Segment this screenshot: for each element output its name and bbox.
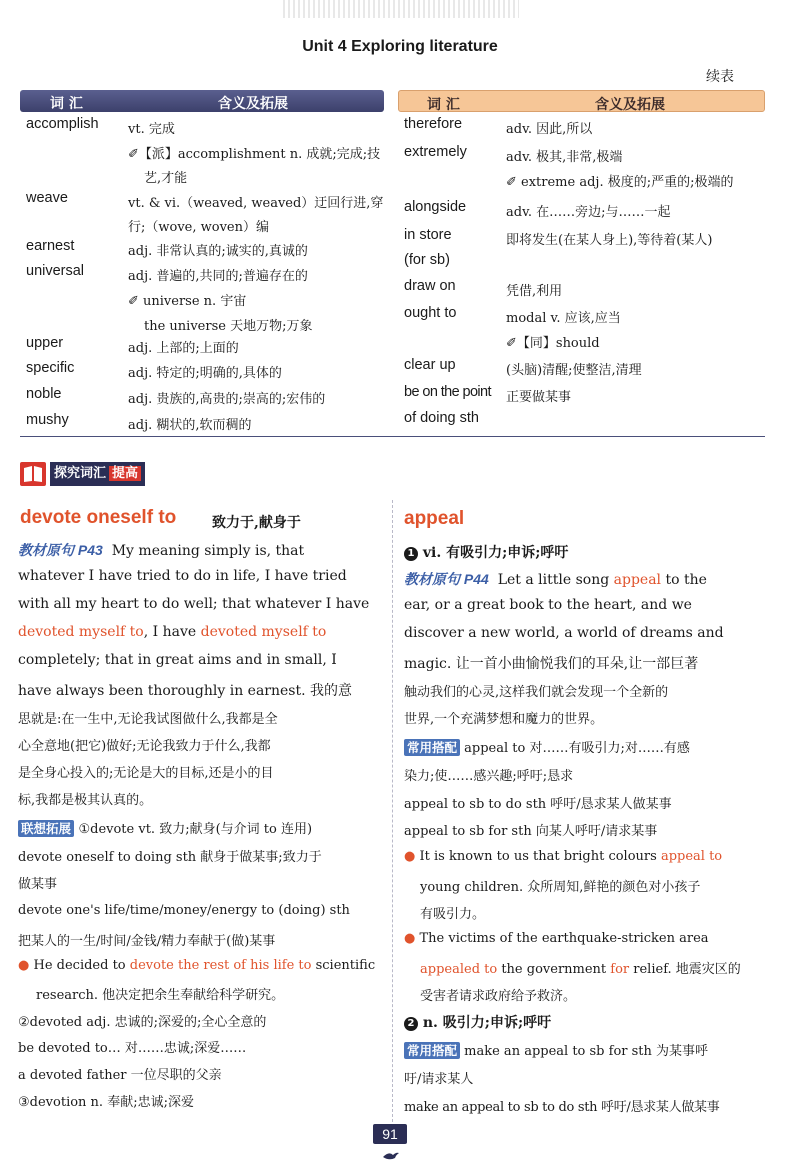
meaning: adj. 糊状的,软而稠的 (128, 418, 252, 433)
meaning: the universe 天地万物;万象 (144, 319, 313, 334)
collocation-tag: 常用搭配 (404, 1042, 460, 1059)
section-title: 探究词汇 提高 (50, 462, 145, 486)
word-clear-up: clear up (404, 357, 456, 373)
example-line: ● It is known to us that bright colours appeal to (404, 849, 723, 864)
text-line: devote oneself to doing sth 献身于做某事;致力于 (18, 850, 322, 865)
meaning: vt. & vi.（weaved, weaved）迂回行进,穿 (128, 196, 384, 211)
meaning: 艺,才能 (144, 171, 188, 186)
text-line: appeal to sb to do sth 呼吁/恳求某人做某事 (404, 797, 672, 812)
heading-appeal: appeal (404, 508, 465, 529)
text-line: be devoted to… 对……忠诚;深爱…… (18, 1041, 247, 1056)
text-line: 常用搭配 make an appeal to sb for sth 为某事呼 (404, 1040, 708, 1059)
text-line: 标,我都是极其认真的。 (18, 793, 153, 808)
text-line: 思就是:在一生中,无论我试图做什么,我都是全 (18, 712, 278, 727)
bird-icon (381, 1146, 401, 1158)
meaning: vt. 完成 (128, 122, 175, 137)
heading-devote: devote oneself to (20, 507, 177, 528)
column-divider (392, 500, 393, 1122)
word-earnest: earnest (26, 238, 75, 254)
text-line: research. 他决定把余生奉献给科学研究。 (36, 988, 285, 1003)
meaning: adv. 因此,所以 (506, 122, 593, 137)
text-line: ③devotion n. 奉献;忠诚;深爱 (18, 1095, 194, 1110)
text-line: completely; that in great aims and in small, I (18, 652, 337, 668)
text-line: 有吸引力。 (420, 907, 486, 922)
word-accomplish: accomplish (26, 116, 99, 132)
text-line: ②devoted adj. 忠诚的;深爱的;全心全意的 (18, 1015, 267, 1030)
sense-2: 2 n. 吸引力;申诉;呼吁 (404, 1012, 551, 1032)
source-tag: 教材原句 P44 (404, 571, 489, 587)
meaning: adv. 极其,非常,极端 (506, 150, 623, 165)
meaning: ✐ universe n. 宇宙 (128, 294, 247, 309)
book-icon (20, 462, 46, 486)
top-decoration (283, 0, 519, 18)
source-tag: 教材原句 P43 (18, 542, 103, 558)
text-line: young children. 众所周知,鲜艳的颜色对小孩子 (420, 880, 701, 895)
page-number: 91 (373, 1124, 407, 1144)
continued-label: 续表 (706, 69, 734, 85)
word-upper: upper (26, 335, 64, 351)
word-extremely: extremely (404, 144, 467, 160)
meaning: 正要做某事 (506, 390, 572, 405)
text-line: discover a new world, a world of dreams and (404, 625, 724, 641)
word-universal: universal (26, 263, 85, 279)
right-table-header (398, 90, 765, 112)
meaning: ✐【派】accomplishment n. 成就;完成;技 (128, 147, 381, 162)
meaning: adj. 普遍的,共同的;普遍存在的 (128, 269, 308, 284)
text-line: appeal to sb for sth 向某人呼吁/请求某事 (404, 824, 658, 839)
text-line: 染力;使……感兴趣;呼吁;恳求 (404, 769, 574, 784)
text-line: 把某人的一生/时间/金钱/精力奉献于(做)某事 (18, 934, 276, 949)
header-word: 词 汇 (427, 97, 460, 113)
word-ought-to: ought to (404, 305, 457, 321)
sense-1: 1 vi. 有吸引力;申诉;呼吁 (404, 542, 568, 562)
word-specific: specific (26, 360, 75, 376)
text-line: magic. 让一首小曲愉悦我们的耳朵,让一部巨著 (404, 656, 699, 672)
collocation-tag: 常用搭配 (404, 739, 460, 756)
text-line: devoted myself to, I have devoted myself to (18, 624, 327, 640)
word-draw-on: draw on (404, 278, 456, 294)
meaning: adj. 贵族的,高贵的;崇高的;宏伟的 (128, 392, 326, 407)
word-in-store-2: (for sb) (404, 252, 450, 268)
meaning: 凭借,利用 (506, 284, 563, 299)
word-alongside: alongside (404, 199, 467, 215)
table-bottom-rule (20, 436, 765, 437)
header-word: 词 汇 (50, 96, 83, 112)
text-line: 世界,一个充满梦想和魔力的世界。 (404, 712, 604, 727)
header-meaning: 含义及拓展 (595, 97, 665, 113)
text-line: with all my heart to do well; that whatever I have (18, 596, 370, 612)
left-table-header (20, 90, 384, 112)
text-line: 触动我们的心灵,这样我们就会发现一个全新的 (404, 685, 669, 700)
text-line: a devoted father 一位尽职的父亲 (18, 1068, 222, 1083)
text-line: 常用搭配 appeal to 对……有吸引力;对……有感 (404, 737, 690, 756)
meaning: ✐ extreme adj. 极度的;严重的;极端的 (506, 175, 734, 190)
word-be-on-the-point-2: of doing sth (404, 410, 479, 426)
word-noble: noble (26, 386, 62, 402)
word-mushy: mushy (26, 412, 69, 428)
word-in-store: in store (404, 227, 452, 243)
text-line: 联想拓展 ①devote vt. 致力;献身(与介词 to 连用) (18, 818, 312, 837)
heading-devote-cn: 致力于,献身于 (212, 515, 301, 531)
text-line: 心全意地(把它)做好;无论我致力于什么,我都 (18, 739, 271, 754)
meaning: (头脑)清醒;使整洁,清理 (506, 363, 642, 378)
meaning: modal v. 应该,应当 (506, 311, 621, 326)
text-line: 受害者请求政府给予救济。 (420, 989, 577, 1004)
word-weave: weave (26, 190, 68, 206)
text-line: 吁/请求某人 (404, 1072, 474, 1087)
source-line: 教材原句 P44 Let a little song appeal to the (404, 571, 707, 588)
meaning: ✐【同】should (506, 336, 600, 351)
meaning: 行;（wove, woven）编 (128, 220, 270, 235)
text-line: 做某事 (18, 877, 58, 892)
example-line: ● The victims of the earthquake-stricken area (404, 931, 709, 946)
word-therefore: therefore (404, 116, 463, 132)
extension-tag: 联想拓展 (18, 820, 74, 837)
text-line: whatever I have tried to do in life, I have tried (18, 568, 347, 584)
meaning: adv. 在……旁边;与……一起 (506, 205, 671, 220)
text-line: make an appeal to sb to do sth 呼吁/恳求某人做某事 (404, 1100, 720, 1115)
text-line: devote one's life/time/money/energy to (doing) sth (18, 903, 350, 918)
meaning: adj. 非常认真的;诚实的,真诚的 (128, 244, 308, 259)
meaning: 即将发生(在某人身上),等待着(某人) (506, 233, 713, 248)
text-line: ear, or a great book to the heart, and we (404, 597, 692, 613)
text-line: have always been thoroughly in earnest. 我的意 (18, 683, 353, 699)
unit-title: Unit 4 Exploring literature (302, 38, 498, 55)
word-be-on-the-point: be on the point (404, 384, 491, 400)
meaning: adj. 上部的;上面的 (128, 341, 239, 356)
header-meaning: 含义及拓展 (218, 96, 288, 112)
source-line: 教材原句 P43 My meaning simply is, that (18, 542, 305, 559)
text-line: 是全身心投入的;无论是大的目标,还是小的目 (18, 766, 274, 781)
text-line: appealed to the government for relief. 地震灾区的 (420, 962, 741, 977)
meaning: adj. 特定的;明确的,具体的 (128, 366, 282, 381)
section-banner (20, 462, 150, 486)
example-line: ● He decided to devote the rest of his life to scientific (18, 958, 376, 973)
